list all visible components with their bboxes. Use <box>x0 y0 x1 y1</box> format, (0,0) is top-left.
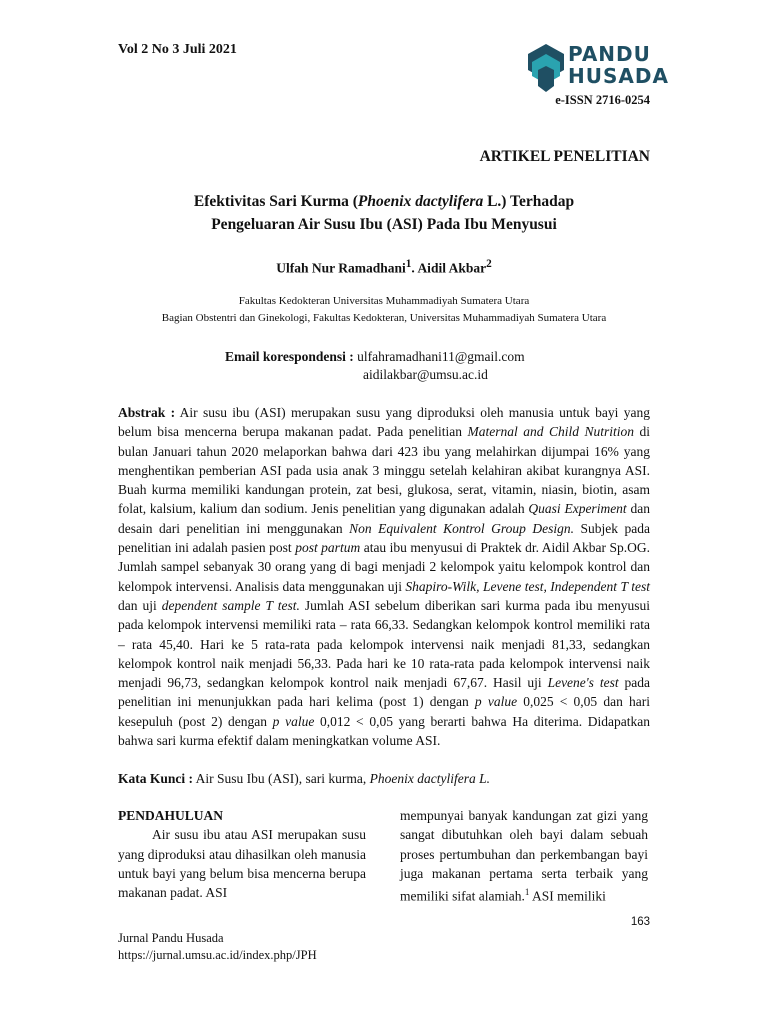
intro-paragraph-right: mempunyai banyak kandungan zat gizi yang sangat dibutuhkan oleh bayi dalam sebuah proses pertumbuhan dan perkembangan bayi juga makanan pertama serta terbaik yang memiliki sifat alamiah. <box>400 808 648 904</box>
abstract-text: dan desain dari penelitian ini menggunakan <box>118 501 650 536</box>
author-1: Ulfah Nur Ramadhani <box>276 260 406 276</box>
intro-heading: PENDAHULUAN <box>118 808 224 823</box>
page-number: 163 <box>630 916 650 928</box>
abstract-label: Abstrak : <box>118 405 176 420</box>
author-2: Aidil Akbar <box>417 260 487 276</box>
footer <box>118 930 317 964</box>
abstract-text: di bulan Januari tahun 2020 melaporkan bahwa dari 423 ibu yang melahirkan dijumpai 16% yang menghentikan pemberian ASI pada usia anak 3 minggu setelah kelahiran akibat kurangnya ASI. Buah kurma memiliki kandungan protein, zat besi, glukosa, serat, vitamin, niasin, biotin, asam folat, kalsium, kalium dan sodium. Jenis penelitian yang digunakan adalah <box>118 424 650 517</box>
footer-journal: Jurnal Pandu Husada <box>118 931 224 945</box>
journal-logo <box>524 40 669 96</box>
abstract-italic: post partum <box>295 540 361 556</box>
logo-text-pandu: PANDU <box>568 42 651 66</box>
intro-column-right <box>400 806 648 906</box>
abstract-italic: Quasi Experiment <box>528 501 627 517</box>
abstract-italic: p value <box>474 694 518 710</box>
abstract-italic: Non Equivalent Kontrol Group Design. <box>349 520 575 536</box>
affiliations <box>118 293 650 327</box>
abstract-text: Subjek pada penelitian ini adalah pasien post <box>118 520 650 556</box>
abstract-text: pada penelitian ini menunjukkan pada hari kelima (post 1) dengan <box>118 675 650 710</box>
abstract <box>118 403 650 750</box>
abstract-italic: Maternal and Child Nutrition <box>467 424 634 440</box>
logo-text-husada: HUSADA <box>568 64 669 88</box>
abstract-text: 0,025 < 0,05 dan hari kesepuluh (post 2) dengan <box>118 694 650 729</box>
abstract-italic: Shapiro-Wilk, Levene test, Independent T test <box>405 578 650 594</box>
keywords-italic: Phoenix dactylifera L. <box>369 771 490 786</box>
volume-info: Vol 2 No 3 Juli 2021 <box>118 42 237 57</box>
abstract-text: 0,012 < 0,05 yang berarti bahwa Ha diterima. Didapatkan bahwa sari kurma efektif dalam meningkatkan volume ASI. <box>118 713 650 749</box>
keywords-text: Air Susu Ibu (ASI), sari kurma, <box>193 771 370 786</box>
title-part1: Efektivitas Sari Kurma ( <box>193 193 358 210</box>
intro-paragraph-right-end: ASI memiliki <box>529 888 606 904</box>
abstract-text: atau ibu menyusui di Praktek dr. Aidil Akbar Sp.OG. Jumlah sampel sebanyak 30 orang yang di bagi menjadi 2 kelompok yaitu kelompok kontrol dan kelompok intervensi. Analisis data menggunakan uji <box>118 540 651 594</box>
intro-column-left <box>118 806 366 902</box>
email-link-2[interactable]: aidilakbar@umsu.ac.id <box>363 367 488 382</box>
correspondence <box>225 347 525 366</box>
eissn: e-ISSN 2716-0254 <box>555 93 650 107</box>
citation-sup: 1 <box>524 887 530 898</box>
title-line2: Pengeluaran Air Susu Ibu (ASI) Pada Ibu Menyusui <box>211 216 557 233</box>
authors <box>118 258 650 277</box>
correspondence-label: Email korespondensi : <box>225 349 354 364</box>
affiliation-2: Bagian Obstentri dan Ginekologi, Fakultas Kedokteran, Universitas Muhammadiyah Sumatera Utara <box>161 312 607 324</box>
email-link-1[interactable]: ulfahramadhani11@gmail.com <box>357 349 525 364</box>
keywords <box>118 771 650 787</box>
article-title <box>118 190 650 236</box>
affiliation-1: Fakultas Kedokteran Universitas Muhammadiyah Sumatera Utara <box>238 295 530 307</box>
abstract-italic: dependent sample T test. <box>161 597 300 613</box>
intro-paragraph-left: Air susu ibu atau ASI merupakan susu yang diproduksi atau dihasilkan oleh manusia untuk bayi yang belum bisa mencerna berupa makanan padat. ASI <box>118 827 366 901</box>
keywords-label: Kata Kunci : <box>118 771 194 786</box>
abstract-text: dan uji <box>118 597 162 613</box>
abstract-text: Air susu ibu (ASI) merupakan susu yang diproduksi oleh manusia untuk bayi yang belum bisa mencerna berupa makanan padat. Pada penelitian <box>118 405 650 440</box>
abstract-italic: Levene's test <box>547 675 619 691</box>
author-1-sup: 1 <box>405 258 412 270</box>
logo-emblem-icon <box>524 40 568 96</box>
title-part2: L.) Terhadap <box>483 193 575 210</box>
section-label: ARTIKEL PENELITIAN <box>479 148 650 165</box>
author-2-sup: 2 <box>486 258 492 270</box>
author-separator: . <box>411 260 418 276</box>
abstract-text: Jumlah ASI sebelum diberikan sari kurma pada ibu menyusui pada kelompok intervensi memiliki rata – rata 66,33. Sedangkan kelompok kontrol memiliki rata – rata 45,40. Hari ke 5 rata-rata pada kelompok intervensi naik menjadi 81,33, sedangkan kelompok kontrol naik menjadi 56,33. Pada hari ke 10 rata-rata pada kelompok intervensi naik menjadi 96,73, sedangkan kelompok kontrol naik menjadi 67,67. Hasil uji <box>118 597 651 691</box>
footer-url[interactable]: https://jurnal.umsu.ac.id/index.php/JPH <box>118 948 317 962</box>
title-species: Phoenix dactylifera <box>357 193 484 210</box>
abstract-italic: p value <box>272 713 315 729</box>
